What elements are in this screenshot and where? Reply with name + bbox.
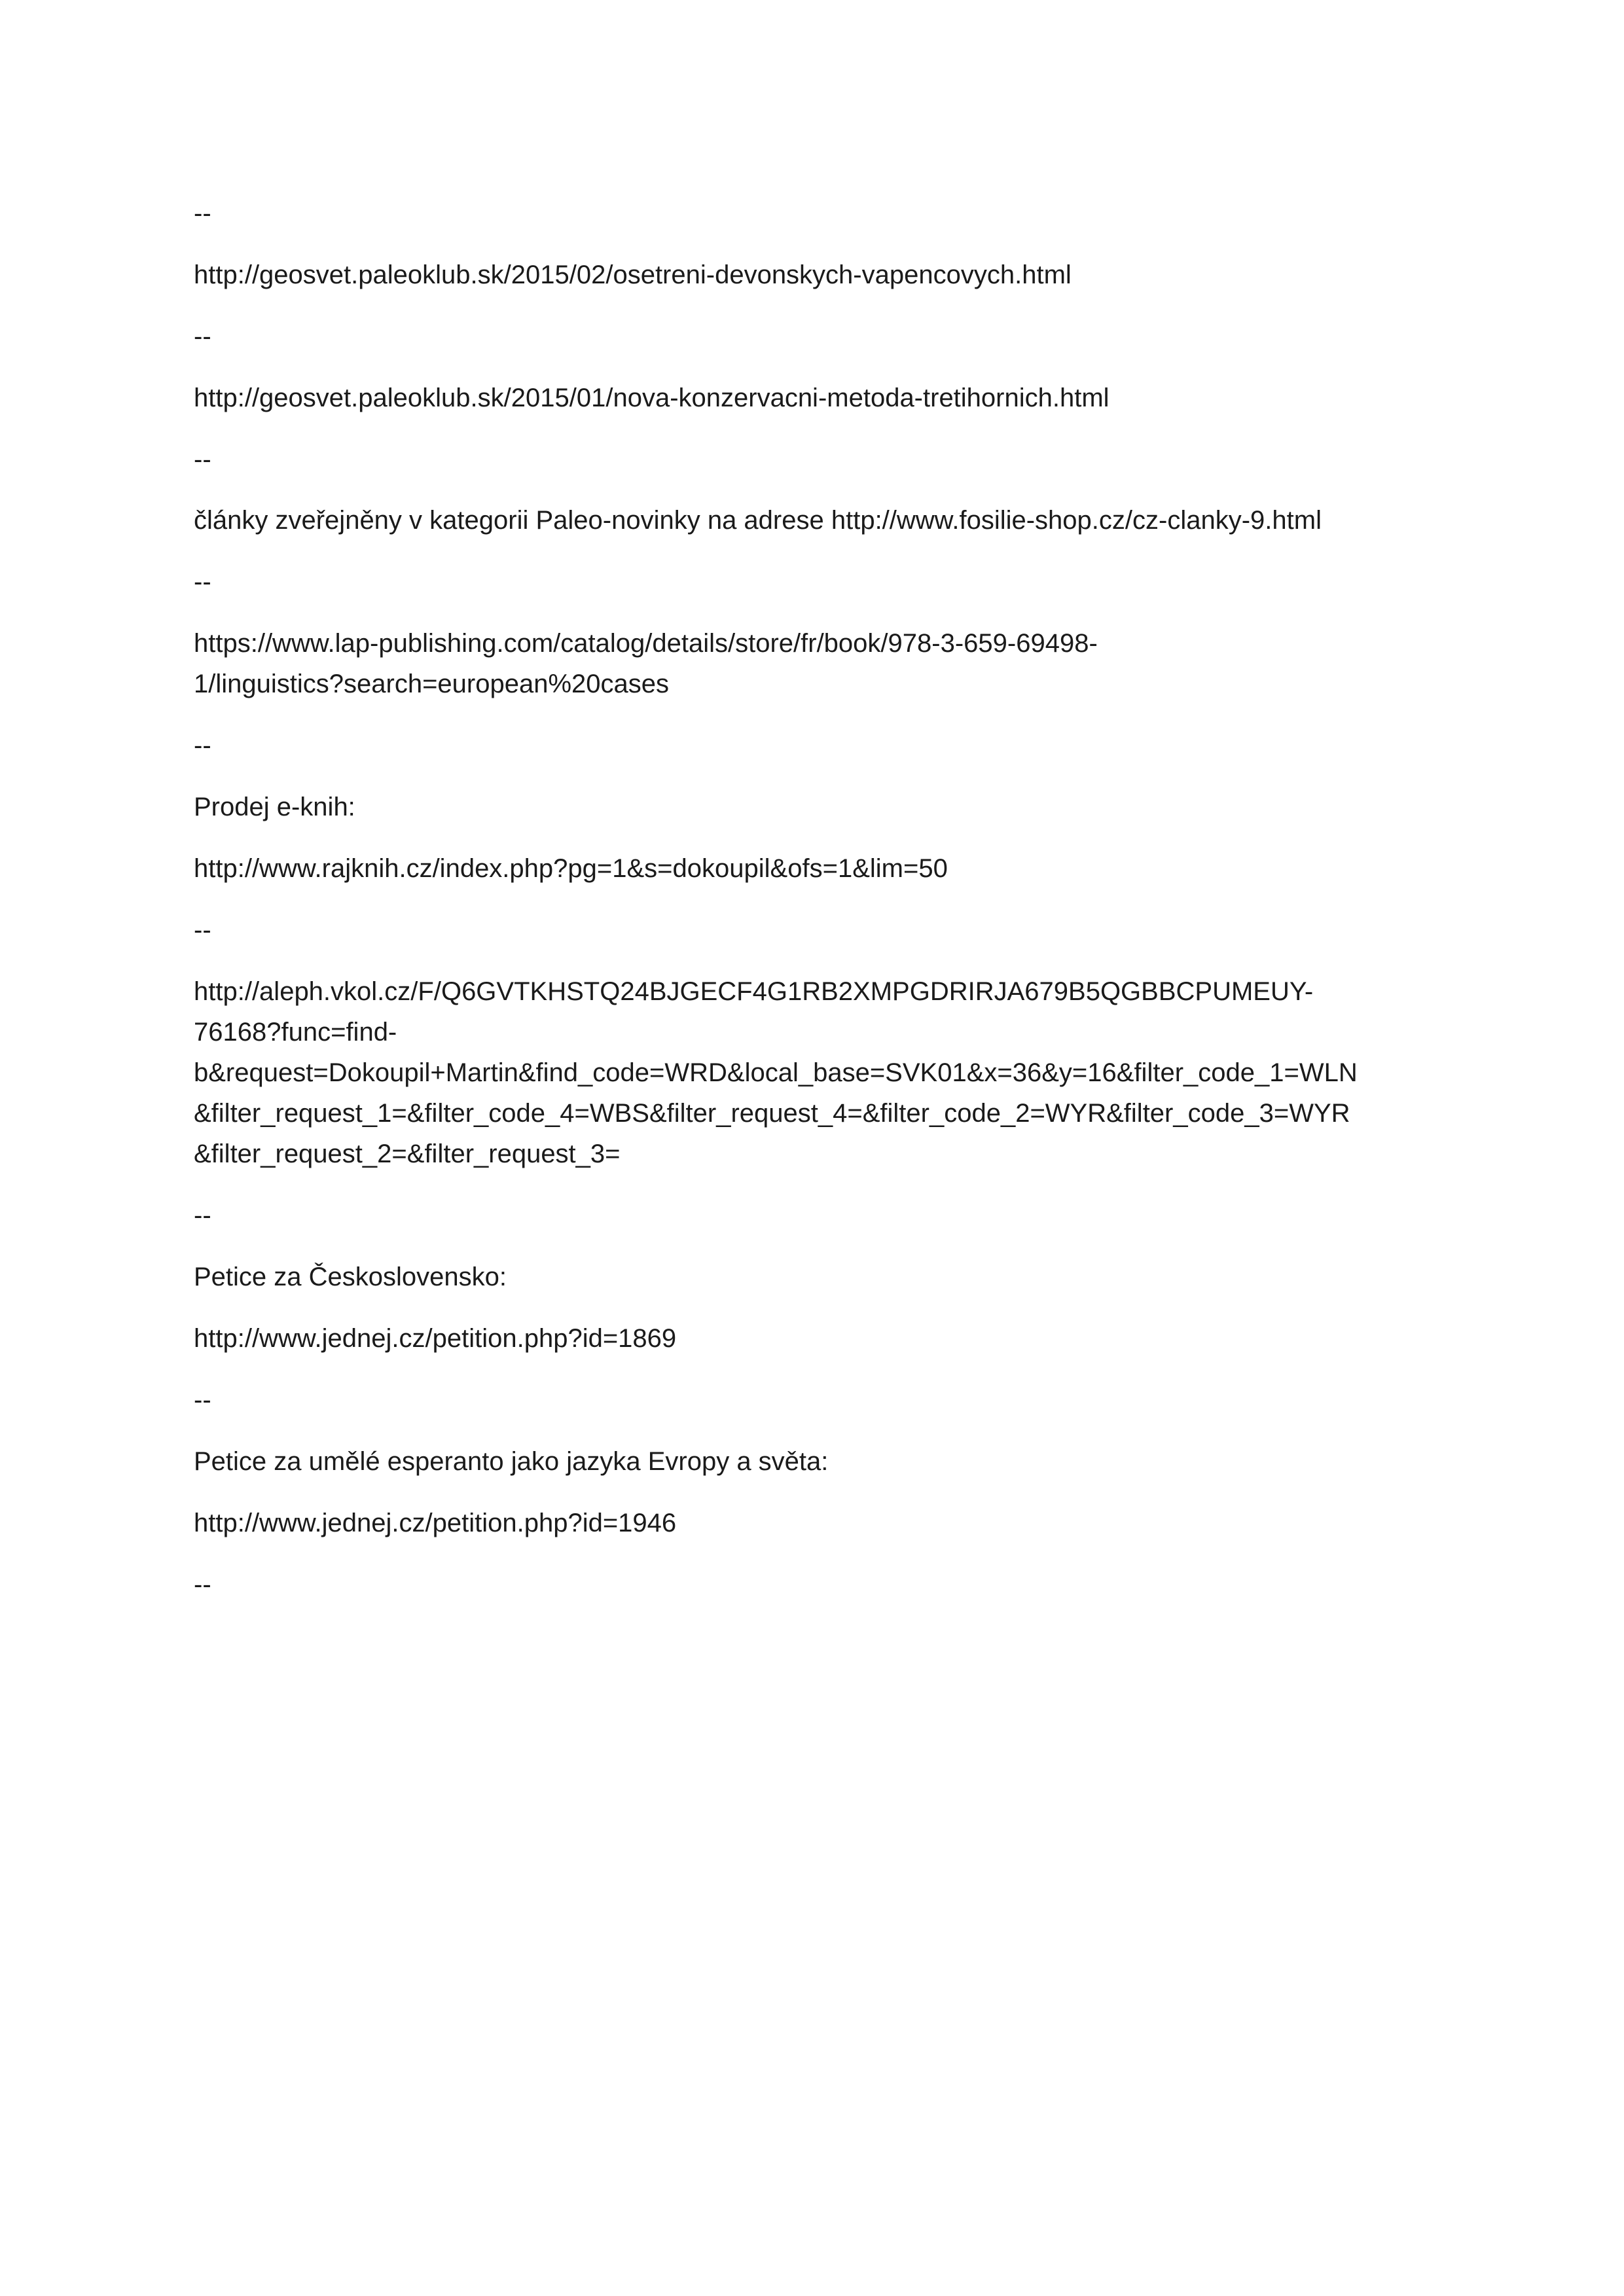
link-text: http://geosvet.paleoklub.sk/2015/02/osetreni-devonskych-vapencovych.html: [194, 260, 1072, 289]
separator: --: [194, 1570, 211, 1599]
link-text: http://www.jednej.cz/petition.php?id=1869: [194, 1324, 677, 1353]
link-text: http://aleph.vkol.cz/F/Q6GVTKHSTQ24BJGECF4G1RB2XMPGDRIRJA679B5QGBBCPUMEUY-: [194, 977, 1314, 1006]
link-text: http://www.rajknih.cz/index.php?pg=1&s=dokoupil&ofs=1&lim=50: [194, 854, 948, 883]
separator: --: [194, 445, 211, 474]
paragraph: články zveřejněny v kategorii Paleo-novinky na adrese http://www.fosilie-shop.cz/cz-clanky-9.html: [194, 506, 1322, 535]
link-text: &filter_request_1=&filter_code_4=WBS&filter_request_4=&filter_code_2=WYR&filter_code_3=WYR: [194, 1099, 1350, 1128]
separator: --: [194, 916, 211, 944]
separator: --: [194, 322, 211, 351]
separator: --: [194, 731, 211, 760]
link-text: 76168?func=find-: [194, 1018, 397, 1047]
link-text: b&request=Dokoupil+Martin&find_code=WRD&local_base=SVK01&x=36&y=16&filter_code_1=WLN: [194, 1058, 1358, 1087]
paragraph: Prodej e-knih:: [194, 793, 355, 821]
link-text: https://www.lap-publishing.com/catalog/details/store/fr/book/978-3-659-69498-: [194, 629, 1098, 658]
separator: --: [194, 1386, 211, 1414]
separator: --: [194, 567, 211, 596]
link-text: http://www.jednej.cz/petition.php?id=1946: [194, 1509, 677, 1537]
link-text: 1/linguistics?search=european%20cases: [194, 670, 670, 698]
link-text: &filter_request_2=&filter_request_3=: [194, 1139, 621, 1168]
paragraph: Petice za Československo:: [194, 1263, 507, 1291]
paragraph: Petice za umělé esperanto jako jazyka Evropy a světa:: [194, 1447, 829, 1476]
link-text: http://geosvet.paleoklub.sk/2015/01/nova-konzervacni-metoda-tretihornich.html: [194, 384, 1110, 412]
separator: --: [194, 199, 211, 228]
separator: --: [194, 1201, 211, 1230]
